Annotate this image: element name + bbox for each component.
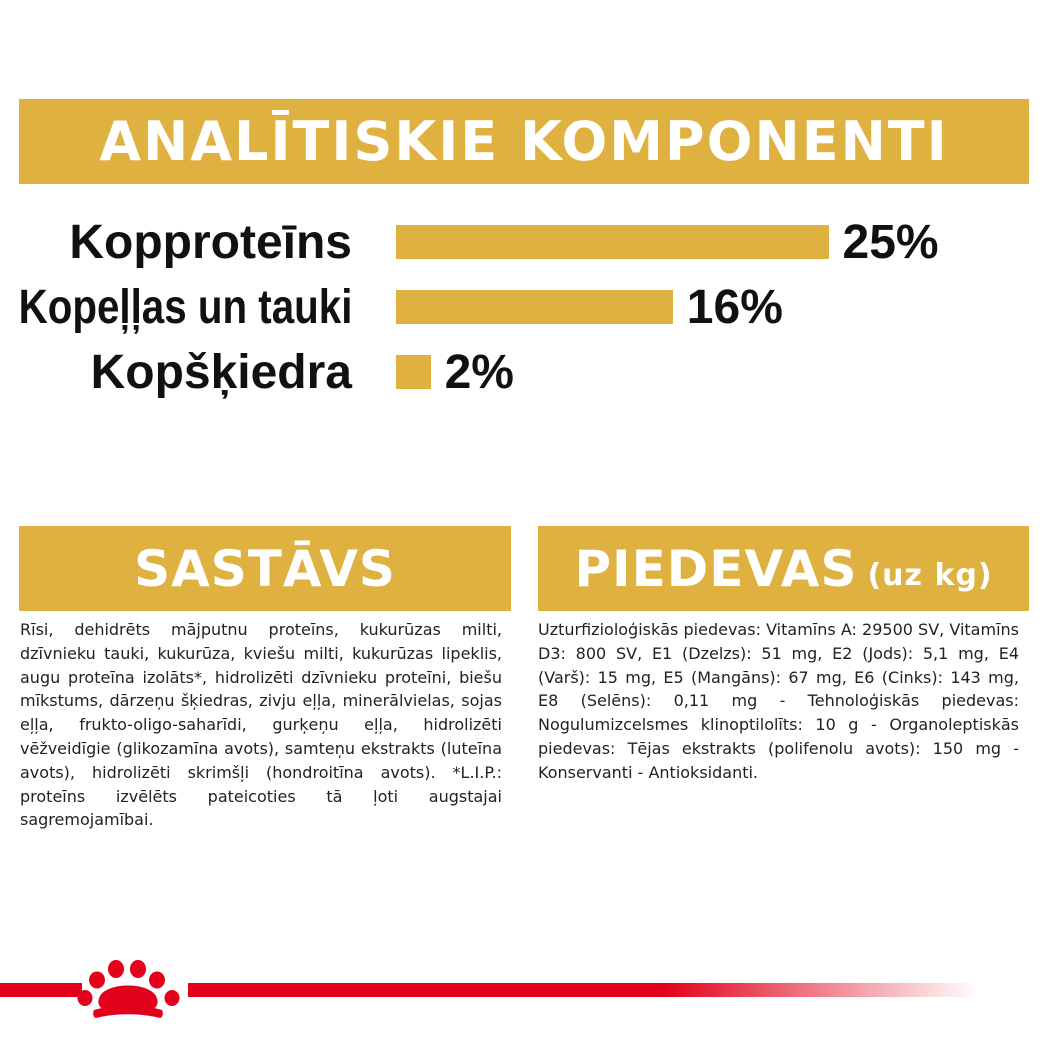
additives-text: Uzturfizioloģiskās piedevas: Vitamīns A: 29500 SV, Vitamīns D3: 800 SV, E1 (Dzelzs): 51 mg, E2 (Jods): 5,1 mg, E4 (Varš): 15 mg, E5 (Mangāns): 67 mg, E6 (Cinks): 143 mg, E8 (Selēns): 0,11 mg - Tehnoloģiskās piedevas: Nogulumizcelsmes klinoptilolīts: 10 g - Organoleptiskās piedevas: Tējas ekstrakts (polifenolu avots): 150 mg - Konservanti - Antioksidanti. [538, 620, 1019, 782]
additives-unit: (uz kg) [867, 558, 993, 593]
analytic-components-banner [19, 99, 1029, 184]
fiber-bar [396, 355, 431, 389]
protein-bar [396, 225, 829, 259]
fat-value: 16% [686, 281, 783, 334]
composition-banner [19, 526, 511, 611]
fat-label: Kopeļļas un tauki [18, 281, 352, 334]
additives-banner [538, 526, 1029, 611]
analytic-components-title: ANALĪTISKIE KOMPONENTI [99, 110, 949, 173]
fiber-label: Kopšķiedra [90, 346, 352, 399]
composition-title: SASTĀVS [134, 539, 396, 598]
protein-label: Kopproteīns [69, 216, 352, 269]
fat-bar [396, 290, 673, 324]
composition-text: Rīsi, dehidrēts mājputnu proteīns, kukurūzas milti, dzīvnieku tauki, kukurūza, kviešu milti, kukurūzas lipeklis, augu proteīna izolāts*, hidrolizēti dzīvnieku proteīni, biešu mīkstums, dārzeņu šķiedras, zivju eļļa, minerālvielas, sojas eļļa, frukto-oligo-saharīdi, gurķeņu eļļa, hidrolizēti vēžveidīgie (glikozamīna avots), samteņu ekstrakts (luteīna avots), hidrolizēti skrimšļi (hondroitīna avots). *L.I.P.: proteīns izvēlēts pateicoties tā ļoti augstajai sagremojamībai. [20, 620, 502, 830]
brand-line-right [188, 983, 978, 997]
additives-title: PIEDEVAS [574, 539, 858, 598]
brand-line-left [0, 983, 82, 997]
fiber-value: 2% [444, 346, 514, 399]
protein-value: 25% [842, 216, 939, 269]
royal-canin-crown-icon [76, 958, 182, 1020]
